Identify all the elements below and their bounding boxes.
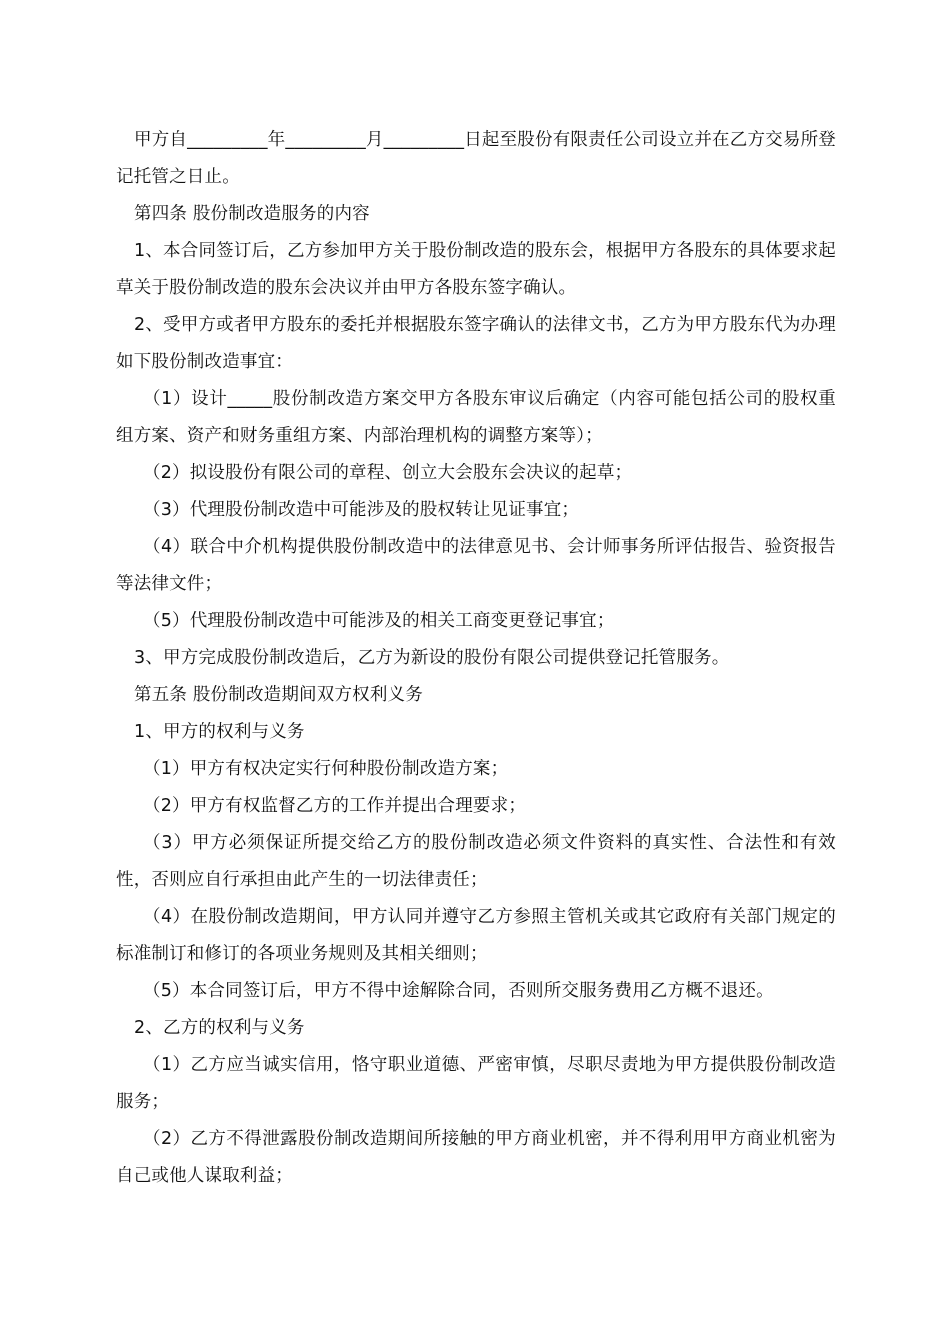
article-4-heading: 第四条 股份制改造服务的内容 [134,204,370,224]
article-5-heading: 第五条 股份制改造期间双方权利义务 [134,685,423,705]
sub-clause-paragraph: （2）拟设股份有限公司的章程、创立大会股东会决议的起草； [143,463,633,483]
clause-paragraph: 2、受甲方或者甲方股东的委托并根据股东签字确认的法律文书，乙方为甲方股东代为办理如下股份制改造事宜： [116,315,836,372]
sub-clause-paragraph: （1）乙方应当诚实信用，恪守职业道德、严密审慎，尽职尽责地为甲方提供股份制改造服务； [116,1055,836,1112]
sub-clause-paragraph: （5）本合同签订后，甲方不得中途解除合同，否则所交服务费用乙方概不退还。 [143,981,774,1001]
sub-clause-paragraph: （1）甲方有权决定实行何种股份制改造方案； [143,759,509,779]
clause-paragraph: 1、本合同签订后，乙方参加甲方关于股份制改造的股东会，根据甲方各股东的具体要求起草关于股份制改造的股东会决议并由甲方各股东签字确认。 [116,241,836,298]
document-body [116,122,836,1195]
section-heading: 1、甲方的权利与义务 [134,722,305,742]
sub-clause-paragraph: （2）甲方有权监督乙方的工作并提出合理要求； [143,796,527,816]
sub-clause-paragraph: （4）在股份制改造期间，甲方认同并遵守乙方参照主管机关或其它政府有关部门规定的标准制订和修订的各项业务规则及其相关细则； [116,907,836,964]
sub-clause-paragraph: （3）甲方必须保证所提交给乙方的股份制改造必须文件资料的真实性、合法性和有效性，否则应自行承担由此产生的一切法律责任； [116,833,836,890]
sub-clause-paragraph: （2）乙方不得泄露股份制改造期间所接触的甲方商业机密，并不得利用甲方商业机密为自己或他人谋取利益； [116,1129,836,1186]
term-paragraph: 甲方自_________年_________月_________日起至股份有限责任公司设立并在乙方交易所登记托管之日止。 [116,130,836,187]
sub-clause-paragraph: （5）代理股份制改造中可能涉及的相关工商变更登记事宜； [143,611,615,631]
clause-paragraph: 3、甲方完成股份制改造后，乙方为新设的股份有限公司提供登记托管服务。 [134,648,730,668]
sub-clause-paragraph: （4）联合中介机构提供股份制改造中的法律意见书、会计师事务所评估报告、验资报告等法律文件； [116,537,836,594]
section-heading: 2、乙方的权利与义务 [134,1018,305,1038]
sub-clause-paragraph: （1）设计_____股份制改造方案交甲方各股东审议后确定（内容可能包括公司的股权重组方案、资产和财务重组方案、内部治理机构的调整方案等）； [116,389,836,446]
sub-clause-paragraph: （3）代理股份制改造中可能涉及的股权转让见证事宜； [143,500,580,520]
